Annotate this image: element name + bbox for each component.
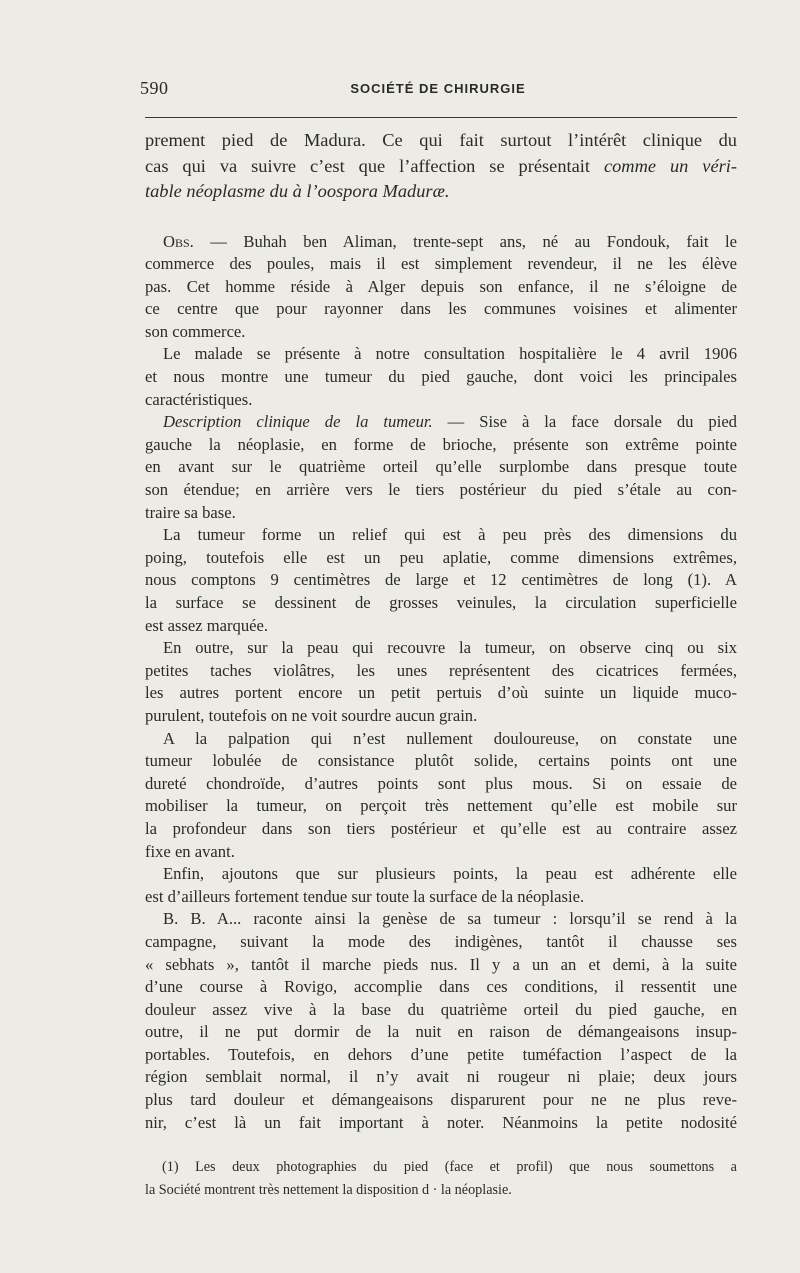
intro-line: prement pied de Madura. Ce qui fait surtout l’intérêt clinique du	[145, 130, 737, 150]
paragraph-line: la profondeur dans son tiers postérieur et qu’elle est au contraire assez	[145, 818, 737, 838]
header-rule	[145, 117, 737, 118]
footnote-line: la Société montrent très nettement la disposition d · la néoplasie.	[145, 1182, 512, 1198]
footnote-line: (1) Les deux photographies du pied (face et profil) que nous soumettons a	[162, 1159, 737, 1175]
intro-line: cas qui va suivre c’est que l’affection se présentait comme un véri-	[145, 155, 737, 176]
paragraph-line: est d’ailleurs fortement tendue sur toute la surface de la néoplasie.	[145, 886, 585, 906]
paragraph-line: outre, il ne put dormir de la nuit en raison de démangeaisons insup-	[145, 1022, 737, 1042]
paragraph-line: douleur assez vive à la base du quatrième orteil du pied gauche, en	[145, 999, 737, 1019]
paragraph-line: nous comptons 9 centimètres de large et 12 centimètres de long (1). A	[145, 570, 737, 590]
paragraph-line: En outre, sur la peau qui recouvre la tumeur, on observe cinq ou six	[163, 638, 737, 658]
paragraph-line: plus tard douleur et démangeaisons disparurent pour ne ne plus reve-	[145, 1090, 737, 1110]
paragraph-line: petites taches violâtres, les unes représentent des cicatrices fermées,	[145, 660, 737, 680]
footnote	[145, 1156, 737, 1202]
paragraph-line: est assez marquée.	[145, 615, 269, 635]
page-header	[140, 78, 736, 102]
obs-paragraph-line: pas. Cet homme réside à Alger depuis son enfance, il ne s’éloigne de	[145, 276, 737, 296]
paragraph-line: les autres portent encore un petit pertuis d’où suinte un liquide muco-	[145, 683, 737, 703]
intro-line: table néoplasme du à l’oospora Maduræ.	[145, 181, 450, 201]
paragraph-line: dureté chondroïde, d’autres points sont plus mous. Si on essaie de	[145, 773, 737, 793]
paragraph-line: Le malade se présente à notre consultation hospitalière le 4 avril 1906	[163, 344, 737, 364]
paragraph-line: Enfin, ajoutons que sur plusieurs points, la peau est adhérente elle	[163, 864, 737, 884]
description-line: son étendue; en arrière vers le tiers postérieur du pied s’étale au con-	[145, 480, 737, 500]
paragraph-line: et nous montre une tumeur du pied gauche, dont voici les principales	[145, 367, 737, 387]
running-title: SOCIÉTÉ DE CHIRURGIE	[350, 81, 526, 96]
description-line: gauche la néoplasie, en forme de brioche, présente son extrême pointe	[145, 434, 737, 454]
paragraph-line: campagne, suivant la mode des indigènes, tantôt il chausse ses	[145, 931, 737, 951]
obs-paragraph-line: son commerce.	[145, 321, 246, 341]
paragraph-line: A la palpation qui n’est nullement douloureuse, on constate une	[163, 728, 737, 748]
obs-label: Obs.	[163, 231, 194, 251]
description-line: traire sa base.	[145, 502, 236, 522]
paragraph-line: « sebhats », tantôt il marche pieds nus. Il y a un an et demi, à la suite	[145, 954, 737, 974]
description-line: Description clinique de la tumeur. — Sise à la face dorsale du pied	[163, 412, 737, 432]
obs-paragraph-line: ce centre que pour rayonner dans les communes voisines et alimenter	[145, 299, 737, 319]
paragraph-line: portables. Toutefois, en dehors d’une petite tuméfaction l’aspect de la	[145, 1044, 737, 1064]
obs-paragraph-line: commerce des poules, mais il est simplement revendeur, il ne les élève	[145, 254, 737, 274]
paragraph-line: fixe en avant.	[145, 841, 235, 861]
paragraph-line: tumeur lobulée de consistance plutôt solide, certains points ont une	[145, 751, 737, 771]
paragraph-line: purulent, toutefois on ne voit sourdre aucun grain.	[145, 705, 478, 725]
paragraph-line: La tumeur forme un relief qui est à peu près des dimensions du	[163, 525, 737, 545]
description-line: en avant sur le quatrième orteil qu’elle surplombe dans presque toute	[145, 457, 737, 477]
paragraph-line: B. B. A... raconte ainsi la genèse de sa tumeur : lorsqu’il se rend à la	[163, 909, 737, 929]
description-label: Description clinique de la tumeur.	[163, 412, 433, 432]
body-text	[145, 128, 737, 1134]
paragraph-line: nir, c’est là un fait important à noter. Néanmoins la petite nodosité	[145, 1112, 737, 1132]
paragraph-line: la surface se dessinent de grosses veinules, la circulation superficielle	[145, 593, 737, 612]
paragraph-line: région semblait normal, il n’y avait ni rougeur ni plaie; deux jours	[145, 1067, 737, 1087]
obs-paragraph-line: Obs. — Buhah ben Aliman, trente-sept ans, né au Fondouk, fait le	[163, 231, 737, 251]
page-number: 590	[140, 78, 169, 98]
paragraph-line: d’une course à Rovigo, accomplie dans ces conditions, il ressentit une	[145, 977, 737, 997]
paragraph-line: caractéristiques.	[145, 389, 253, 409]
paragraph-line: mobiliser la tumeur, on perçoit très nettement qu’elle est mobile sur	[145, 796, 737, 816]
paragraph-line: poing, toutefois elle est un peu aplatie, comme dimensions extrêmes,	[145, 547, 737, 567]
